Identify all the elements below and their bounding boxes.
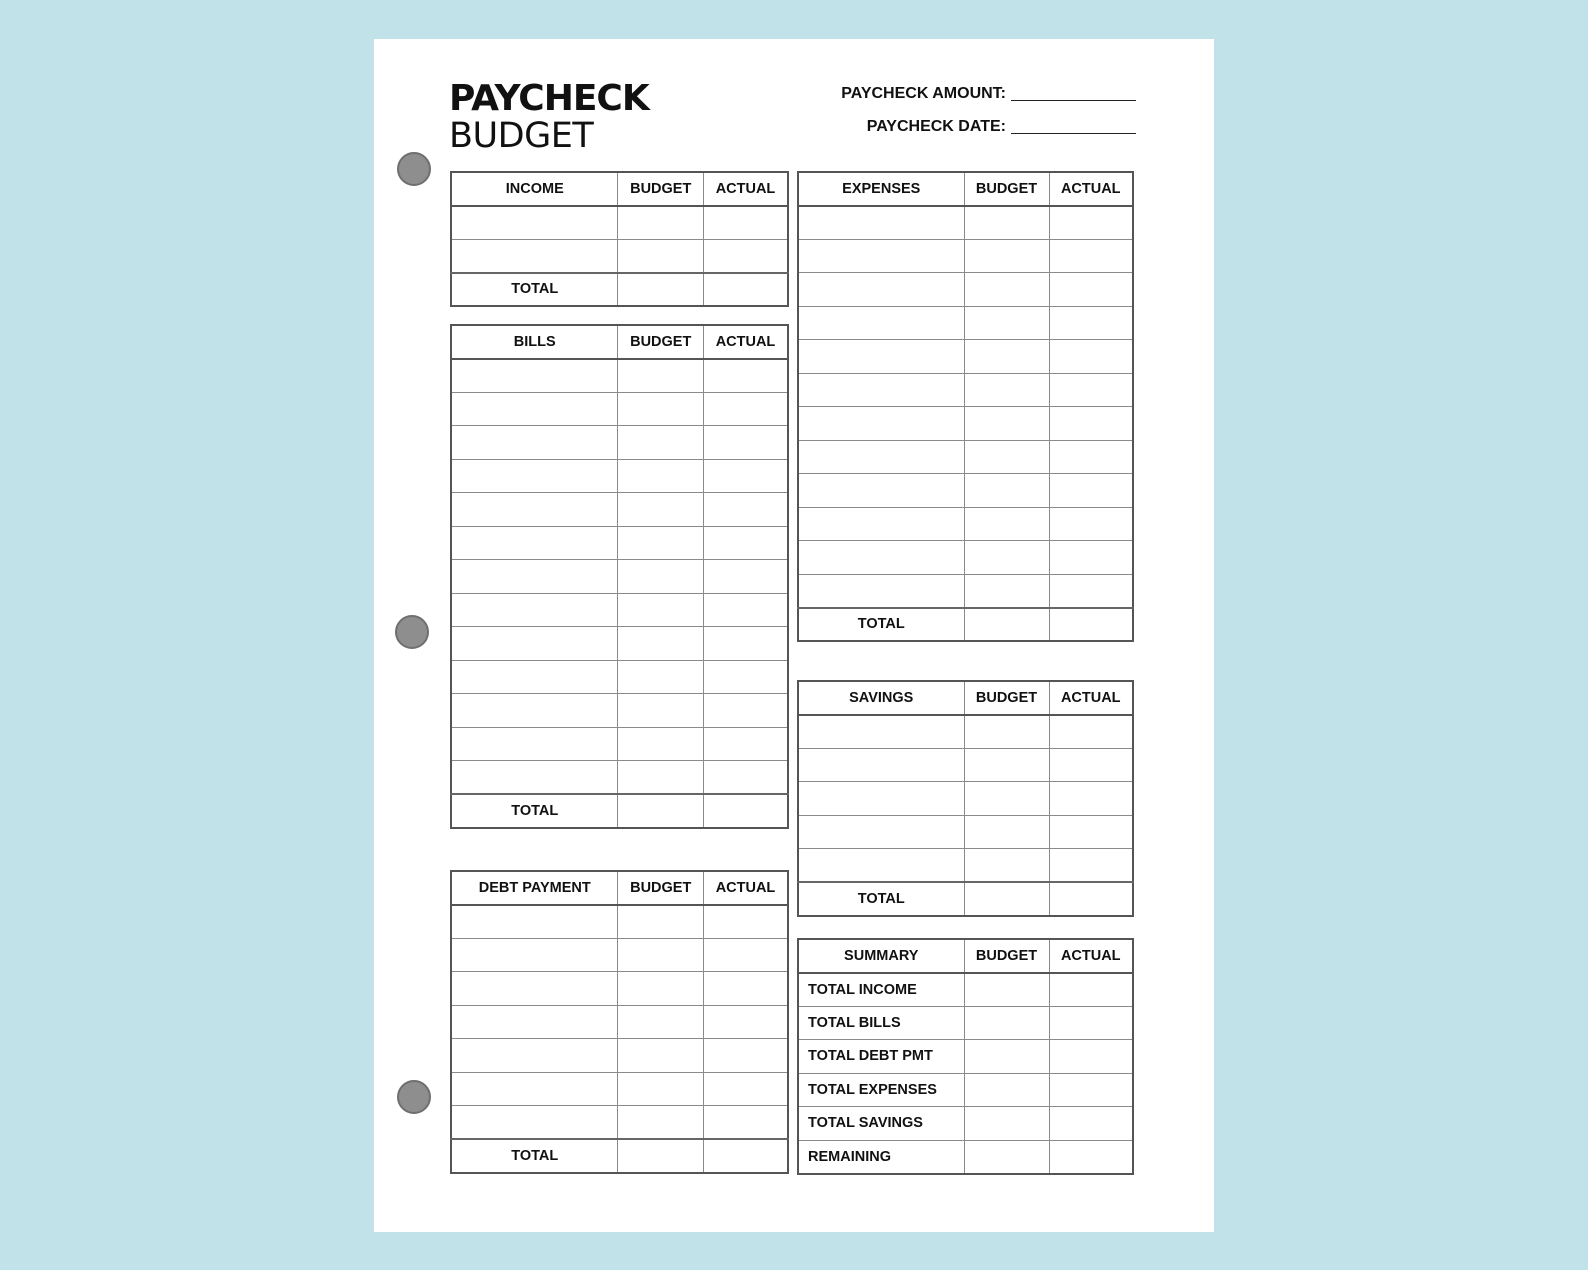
income-header-row <box>451 172 788 206</box>
total-label: TOTAL <box>798 608 964 642</box>
savings-total-row <box>798 882 1133 916</box>
item-cell[interactable] <box>451 1039 618 1073</box>
savings-heading: SAVINGS <box>798 681 964 715</box>
budget-column-header: BUDGET <box>618 325 704 359</box>
item-cell[interactable] <box>451 239 618 273</box>
item-cell[interactable] <box>451 905 618 939</box>
item-cell[interactable] <box>798 748 964 782</box>
actual-cell[interactable] <box>703 1039 788 1073</box>
budget-column-header: BUDGET <box>618 871 704 905</box>
budget-cell[interactable] <box>618 526 704 560</box>
actual-cell[interactable] <box>1049 715 1133 749</box>
table-row <box>451 526 788 560</box>
item-cell[interactable] <box>798 340 964 374</box>
income-heading: INCOME <box>451 172 618 206</box>
table-row <box>798 206 1133 240</box>
table-row <box>451 905 788 939</box>
punch-hole-bottom <box>397 1080 431 1114</box>
actual-cell[interactable] <box>1049 541 1133 575</box>
budget-cell[interactable] <box>618 493 704 527</box>
page-title <box>449 78 649 156</box>
item-cell[interactable] <box>451 206 618 240</box>
budget-cell[interactable] <box>964 1140 1049 1174</box>
total-actual-cell[interactable] <box>703 794 788 828</box>
paycheck-amount-line[interactable] <box>1011 100 1136 101</box>
item-cell[interactable] <box>798 440 964 474</box>
summary-heading: SUMMARY <box>798 939 964 973</box>
budget-cell[interactable] <box>964 1073 1049 1107</box>
actual-cell[interactable] <box>703 1072 788 1106</box>
budget-cell[interactable] <box>618 426 704 460</box>
savings-header-row <box>798 681 1133 715</box>
actual-cell[interactable] <box>1049 815 1133 849</box>
table-row <box>451 660 788 694</box>
budget-cell[interactable] <box>618 694 704 728</box>
table-row <box>798 340 1133 374</box>
table-row <box>798 239 1133 273</box>
budget-cell[interactable] <box>964 373 1049 407</box>
actual-column-header: ACTUAL <box>1049 939 1133 973</box>
item-cell[interactable] <box>798 849 964 883</box>
debt-heading: DEBT PAYMENT <box>451 871 618 905</box>
item-cell[interactable] <box>798 206 964 240</box>
table-row <box>798 574 1133 608</box>
punch-hole-middle <box>395 615 429 649</box>
actual-cell[interactable] <box>703 526 788 560</box>
table-row <box>798 373 1133 407</box>
budget-cell[interactable] <box>964 973 1049 1007</box>
debt-total-row <box>451 1139 788 1173</box>
item-cell[interactable] <box>451 359 618 393</box>
actual-column-header: ACTUAL <box>1049 681 1133 715</box>
paycheck-amount-label: PAYCHECK AMOUNT: <box>841 85 1006 102</box>
total-budget-cell[interactable] <box>964 882 1049 916</box>
budget-cell[interactable] <box>618 459 704 493</box>
actual-cell[interactable] <box>703 660 788 694</box>
actual-cell[interactable] <box>1049 507 1133 541</box>
actual-cell[interactable] <box>1049 782 1133 816</box>
budget-cell[interactable] <box>618 1106 704 1140</box>
actual-cell[interactable] <box>703 593 788 627</box>
item-cell[interactable] <box>798 541 964 575</box>
expenses-header-row <box>798 172 1133 206</box>
table-row <box>798 407 1133 441</box>
item-cell[interactable] <box>451 627 618 661</box>
table-row <box>451 938 788 972</box>
item-cell[interactable] <box>798 815 964 849</box>
income-total-row <box>451 273 788 307</box>
table-row <box>798 849 1133 883</box>
budget-cell[interactable] <box>618 761 704 795</box>
table-row <box>451 459 788 493</box>
total-budget-cell[interactable] <box>618 794 704 828</box>
actual-cell[interactable] <box>1049 748 1133 782</box>
actual-cell[interactable] <box>703 727 788 761</box>
table-row <box>798 507 1133 541</box>
paycheck-date-label: PAYCHECK DATE: <box>866 118 1006 135</box>
actual-cell[interactable] <box>703 972 788 1006</box>
budget-cell[interactable] <box>964 574 1049 608</box>
total-label: TOTAL <box>451 273 618 307</box>
budget-cell[interactable] <box>964 273 1049 307</box>
total-label: TOTAL <box>451 1139 618 1173</box>
actual-cell[interactable] <box>703 761 788 795</box>
item-cell[interactable] <box>798 574 964 608</box>
actual-cell[interactable] <box>1049 849 1133 883</box>
actual-cell[interactable] <box>1049 1073 1133 1107</box>
bills-table <box>450 324 789 829</box>
budget-cell[interactable] <box>964 340 1049 374</box>
actual-cell[interactable] <box>1049 1107 1133 1141</box>
table-row <box>451 359 788 393</box>
item-cell[interactable] <box>798 239 964 273</box>
total-actual-cell[interactable] <box>1049 882 1133 916</box>
item-cell[interactable] <box>451 493 618 527</box>
item-cell[interactable] <box>451 727 618 761</box>
actual-column-header: ACTUAL <box>703 871 788 905</box>
table-row <box>798 306 1133 340</box>
actual-cell[interactable] <box>703 694 788 728</box>
budget-cell[interactable] <box>618 627 704 661</box>
income-table <box>450 171 789 307</box>
item-cell[interactable] <box>451 972 618 1006</box>
actual-cell[interactable] <box>1049 973 1133 1007</box>
actual-cell[interactable] <box>1049 340 1133 374</box>
summary-row-label: TOTAL EXPENSES <box>798 1073 964 1107</box>
table-row <box>451 392 788 426</box>
summary-row <box>798 1040 1133 1074</box>
budget-cell[interactable] <box>964 306 1049 340</box>
summary-header-row <box>798 939 1133 973</box>
actual-cell[interactable] <box>1049 440 1133 474</box>
table-row <box>451 426 788 460</box>
bills-total-row <box>451 794 788 828</box>
item-cell[interactable] <box>451 526 618 560</box>
budget-cell[interactable] <box>618 727 704 761</box>
budget-cell[interactable] <box>964 815 1049 849</box>
budget-column-header: BUDGET <box>964 172 1049 206</box>
title-line-1: PAYCHECK <box>449 78 649 119</box>
actual-cell[interactable] <box>1049 306 1133 340</box>
item-cell[interactable] <box>798 507 964 541</box>
table-row <box>451 1072 788 1106</box>
summary-row-label: TOTAL DEBT PMT <box>798 1040 964 1074</box>
item-cell[interactable] <box>451 938 618 972</box>
table-row <box>451 593 788 627</box>
total-budget-cell[interactable] <box>964 608 1049 642</box>
budget-cell[interactable] <box>964 782 1049 816</box>
expenses-total-row <box>798 608 1133 642</box>
item-cell[interactable] <box>451 459 618 493</box>
actual-cell[interactable] <box>1049 1006 1133 1040</box>
item-cell[interactable] <box>451 1005 618 1039</box>
table-row <box>798 440 1133 474</box>
actual-cell[interactable] <box>1049 239 1133 273</box>
actual-column-header: ACTUAL <box>703 325 788 359</box>
actual-cell[interactable] <box>1049 1040 1133 1074</box>
item-cell[interactable] <box>798 273 964 307</box>
item-cell[interactable] <box>451 1072 618 1106</box>
summary-row-label: REMAINING <box>798 1140 964 1174</box>
total-budget-cell[interactable] <box>618 1139 704 1173</box>
budget-cell[interactable] <box>964 541 1049 575</box>
budget-cell[interactable] <box>964 715 1049 749</box>
budget-cell[interactable] <box>618 905 704 939</box>
summary-row-label: TOTAL INCOME <box>798 973 964 1007</box>
summary-row <box>798 973 1133 1007</box>
table-row <box>451 727 788 761</box>
actual-cell[interactable] <box>1049 574 1133 608</box>
table-row <box>798 782 1133 816</box>
table-row <box>451 560 788 594</box>
actual-cell[interactable] <box>703 560 788 594</box>
budget-cell[interactable] <box>618 972 704 1006</box>
actual-cell[interactable] <box>1049 474 1133 508</box>
table-row <box>451 627 788 661</box>
paycheck-amount-field <box>841 85 1136 103</box>
actual-cell[interactable] <box>1049 373 1133 407</box>
table-row <box>798 273 1133 307</box>
actual-cell[interactable] <box>1049 273 1133 307</box>
table-row <box>798 541 1133 575</box>
table-row <box>798 474 1133 508</box>
table-row <box>451 1039 788 1073</box>
item-cell[interactable] <box>798 373 964 407</box>
budget-cell[interactable] <box>964 748 1049 782</box>
paycheck-date-line[interactable] <box>1011 133 1136 134</box>
table-row <box>451 761 788 795</box>
budget-cell[interactable] <box>964 1040 1049 1074</box>
total-label: TOTAL <box>798 882 964 916</box>
table-row <box>451 1106 788 1140</box>
table-row <box>451 972 788 1006</box>
budget-column-header: BUDGET <box>618 172 704 206</box>
budget-cell[interactable] <box>964 1006 1049 1040</box>
summary-table <box>797 938 1134 1175</box>
table-row <box>451 239 788 273</box>
debt-payment-table <box>450 870 789 1174</box>
actual-cell[interactable] <box>1049 407 1133 441</box>
expenses-heading: EXPENSES <box>798 172 964 206</box>
budget-cell[interactable] <box>964 407 1049 441</box>
budget-cell[interactable] <box>618 593 704 627</box>
budget-cell[interactable] <box>964 1107 1049 1141</box>
budget-cell[interactable] <box>964 440 1049 474</box>
budget-cell[interactable] <box>618 660 704 694</box>
summary-row <box>798 1140 1133 1174</box>
total-budget-cell[interactable] <box>618 273 704 307</box>
budget-cell[interactable] <box>618 392 704 426</box>
actual-column-header: ACTUAL <box>703 172 788 206</box>
budget-cell[interactable] <box>618 359 704 393</box>
item-cell[interactable] <box>451 426 618 460</box>
total-label: TOTAL <box>451 794 618 828</box>
actual-cell[interactable] <box>1049 1140 1133 1174</box>
item-cell[interactable] <box>798 474 964 508</box>
title-line-2: BUDGET <box>449 116 594 156</box>
bills-heading: BILLS <box>451 325 618 359</box>
actual-cell[interactable] <box>703 359 788 393</box>
budget-cell[interactable] <box>618 1072 704 1106</box>
actual-cell[interactable] <box>703 905 788 939</box>
table-row <box>798 815 1133 849</box>
punch-hole-top <box>397 152 431 186</box>
bills-header-row <box>451 325 788 359</box>
debt-header-row <box>451 871 788 905</box>
total-actual-cell[interactable] <box>703 273 788 307</box>
table-row <box>451 493 788 527</box>
actual-cell[interactable] <box>703 206 788 240</box>
actual-column-header: ACTUAL <box>1049 172 1133 206</box>
budget-cell[interactable] <box>618 1039 704 1073</box>
actual-cell[interactable] <box>703 459 788 493</box>
summary-row <box>798 1107 1133 1141</box>
summary-row-label: TOTAL BILLS <box>798 1006 964 1040</box>
item-cell[interactable] <box>798 715 964 749</box>
budget-cell[interactable] <box>618 206 704 240</box>
item-cell[interactable] <box>451 560 618 594</box>
actual-cell[interactable] <box>703 239 788 273</box>
table-row <box>451 1005 788 1039</box>
item-cell[interactable] <box>451 694 618 728</box>
item-cell[interactable] <box>451 761 618 795</box>
actual-cell[interactable] <box>703 938 788 972</box>
item-cell[interactable] <box>451 1106 618 1140</box>
table-row <box>798 715 1133 749</box>
actual-cell[interactable] <box>703 1106 788 1140</box>
budget-cell[interactable] <box>618 560 704 594</box>
budget-cell[interactable] <box>964 239 1049 273</box>
item-cell[interactable] <box>798 306 964 340</box>
summary-row <box>798 1073 1133 1107</box>
summary-row <box>798 1006 1133 1040</box>
total-actual-cell[interactable] <box>703 1139 788 1173</box>
table-row <box>798 748 1133 782</box>
actual-cell[interactable] <box>703 1005 788 1039</box>
actual-cell[interactable] <box>703 426 788 460</box>
budget-cell[interactable] <box>618 1005 704 1039</box>
budget-cell[interactable] <box>964 474 1049 508</box>
item-cell[interactable] <box>798 782 964 816</box>
actual-cell[interactable] <box>703 493 788 527</box>
budget-cell[interactable] <box>964 849 1049 883</box>
summary-row-label: TOTAL SAVINGS <box>798 1107 964 1141</box>
item-cell[interactable] <box>798 407 964 441</box>
planner-sheet <box>374 39 1214 1232</box>
budget-cell[interactable] <box>964 206 1049 240</box>
table-row <box>451 694 788 728</box>
savings-table <box>797 680 1134 917</box>
item-cell[interactable] <box>451 392 618 426</box>
actual-cell[interactable] <box>1049 206 1133 240</box>
budget-cell[interactable] <box>964 507 1049 541</box>
budget-column-header: BUDGET <box>964 681 1049 715</box>
budget-cell[interactable] <box>618 239 704 273</box>
table-row <box>451 206 788 240</box>
budget-column-header: BUDGET <box>964 939 1049 973</box>
expenses-table <box>797 171 1134 642</box>
total-actual-cell[interactable] <box>1049 608 1133 642</box>
actual-cell[interactable] <box>703 392 788 426</box>
item-cell[interactable] <box>451 660 618 694</box>
budget-cell[interactable] <box>618 938 704 972</box>
item-cell[interactable] <box>451 593 618 627</box>
actual-cell[interactable] <box>703 627 788 661</box>
paycheck-date-field <box>867 118 1136 136</box>
